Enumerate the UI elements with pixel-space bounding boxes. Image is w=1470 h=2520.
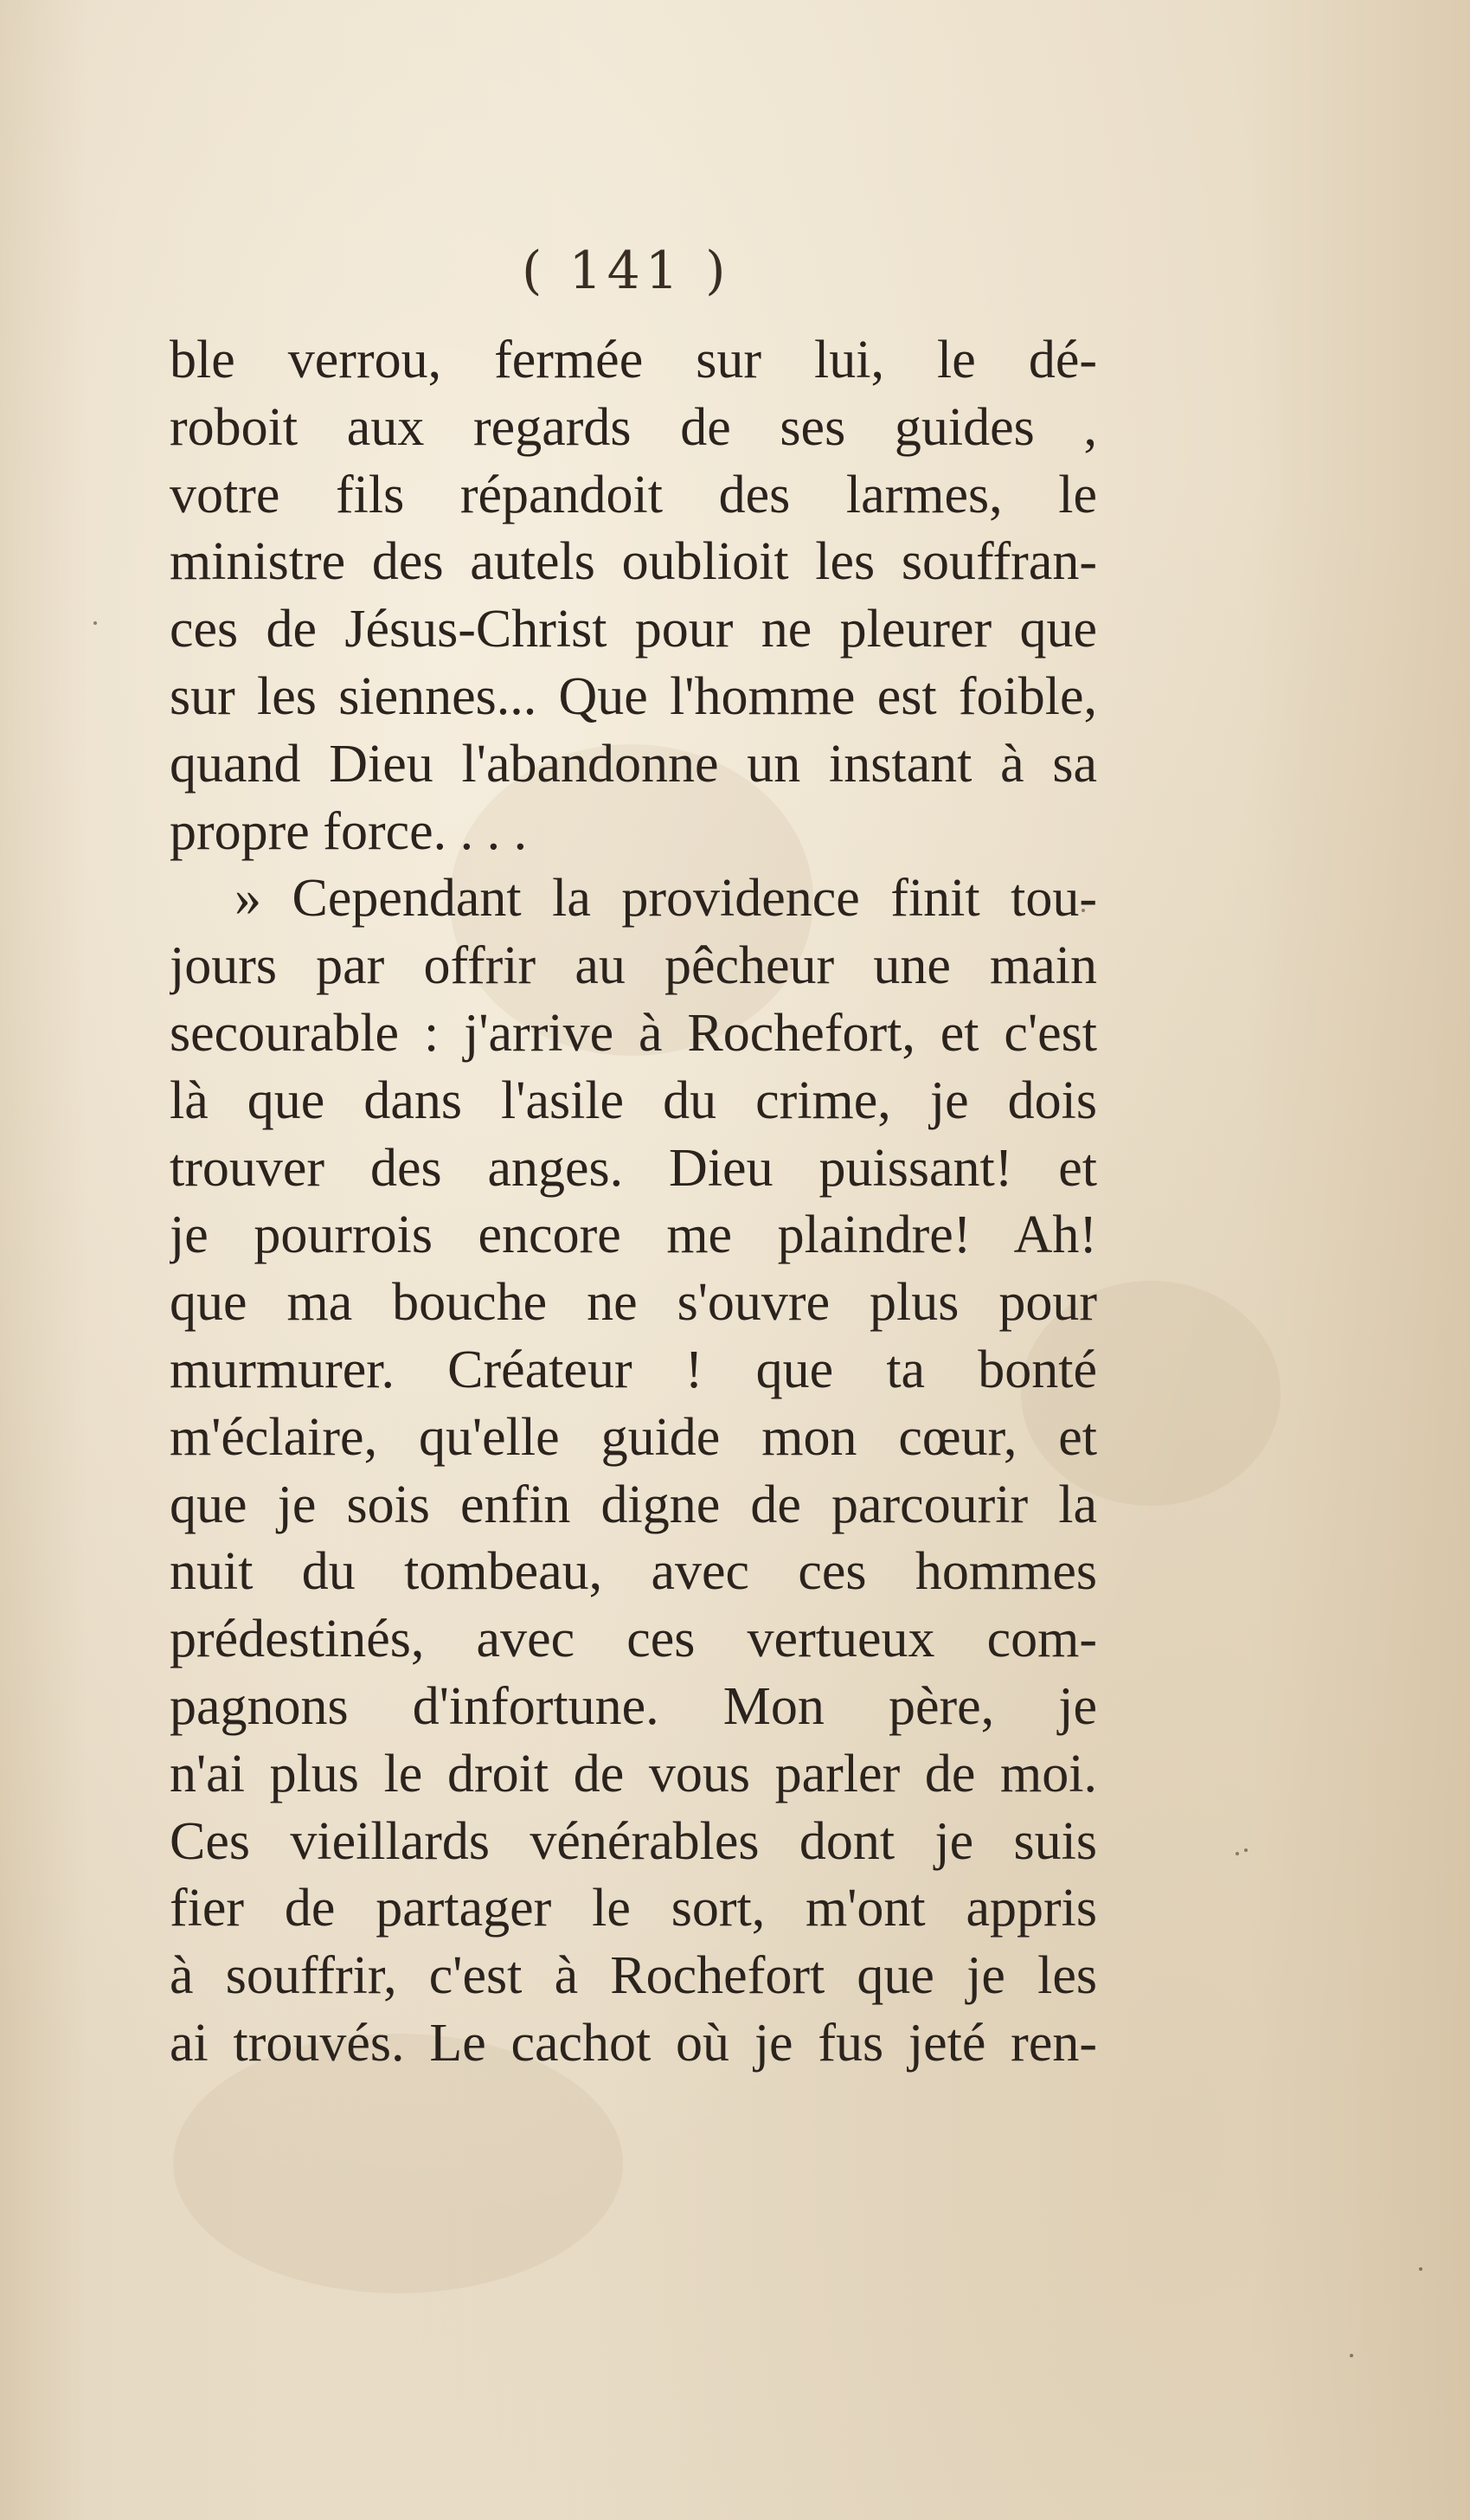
- text-line: sur les siennes... Que l'homme est foible,: [170, 666, 1097, 726]
- text-line: n'ai plus le droit de vous parler de moi.: [170, 1744, 1097, 1803]
- paper-speck: [1244, 1848, 1248, 1852]
- text-line: secourable : j'arrive à Rochefort, et c'est: [170, 1003, 1097, 1063]
- paper-speck: [93, 621, 97, 625]
- text-line: ble verrou, fermée sur lui, le dé-: [170, 331, 1097, 389]
- text-line: pagnons d'infortune. Mon père, je: [170, 1676, 1097, 1736]
- page-number: ( 141 ): [522, 241, 731, 301]
- paper-speck: [1236, 1852, 1239, 1855]
- paper-speck: [1419, 2267, 1422, 2271]
- text-line: propre force. . . .: [170, 801, 528, 861]
- text-line: que ma bouche ne s'ouvre plus pour: [170, 1273, 1097, 1333]
- text-line: nuit du tombeau, avec ces hommes: [170, 1542, 1097, 1602]
- text-line: ministre des autels oublioit les souffran-: [170, 532, 1097, 592]
- text-line: Ces vieillards vénérables dont je suis: [170, 1811, 1097, 1871]
- paper-speck: [1350, 2354, 1353, 2357]
- body-text: [170, 327, 1097, 2078]
- text-line: là que dans l'asile du crime, je dois: [170, 1070, 1097, 1130]
- text-line: je pourrois encore me plaindre! Ah!: [170, 1205, 1097, 1265]
- text-line: trouver des anges. Dieu puissant! et: [170, 1138, 1097, 1198]
- text-line: à souffrir, c'est à Rochefort que je les: [170, 1946, 1097, 2006]
- text-line: roboit aux regards de ses guides ,: [170, 397, 1097, 457]
- text-line: prédestinés, avec ces vertueux com-: [170, 1610, 1097, 1669]
- text-line: quand Dieu l'abandonne un instant à sa: [170, 734, 1097, 794]
- text-line: ces de Jésus-Christ pour ne pleurer que: [170, 600, 1097, 659]
- text-line: que je sois enfin digne de parcourir la: [170, 1475, 1097, 1534]
- text-line: » Cependant la providence finit tou-: [234, 869, 1097, 929]
- text-line: jours par offrir au pêcheur une main: [170, 936, 1097, 996]
- text-line: murmurer. Créateur ! que ta bonté: [170, 1340, 1097, 1399]
- text-line: ai trouvés. Le cachot où je fus jeté ren-: [170, 2013, 1097, 2073]
- text-line: m'éclaire, qu'elle guide mon cœur, et: [170, 1407, 1097, 1467]
- text-line: votre fils répandoit des larmes, le: [170, 465, 1097, 524]
- text-line: fier de partager le sort, m'ont appris: [170, 1879, 1097, 1938]
